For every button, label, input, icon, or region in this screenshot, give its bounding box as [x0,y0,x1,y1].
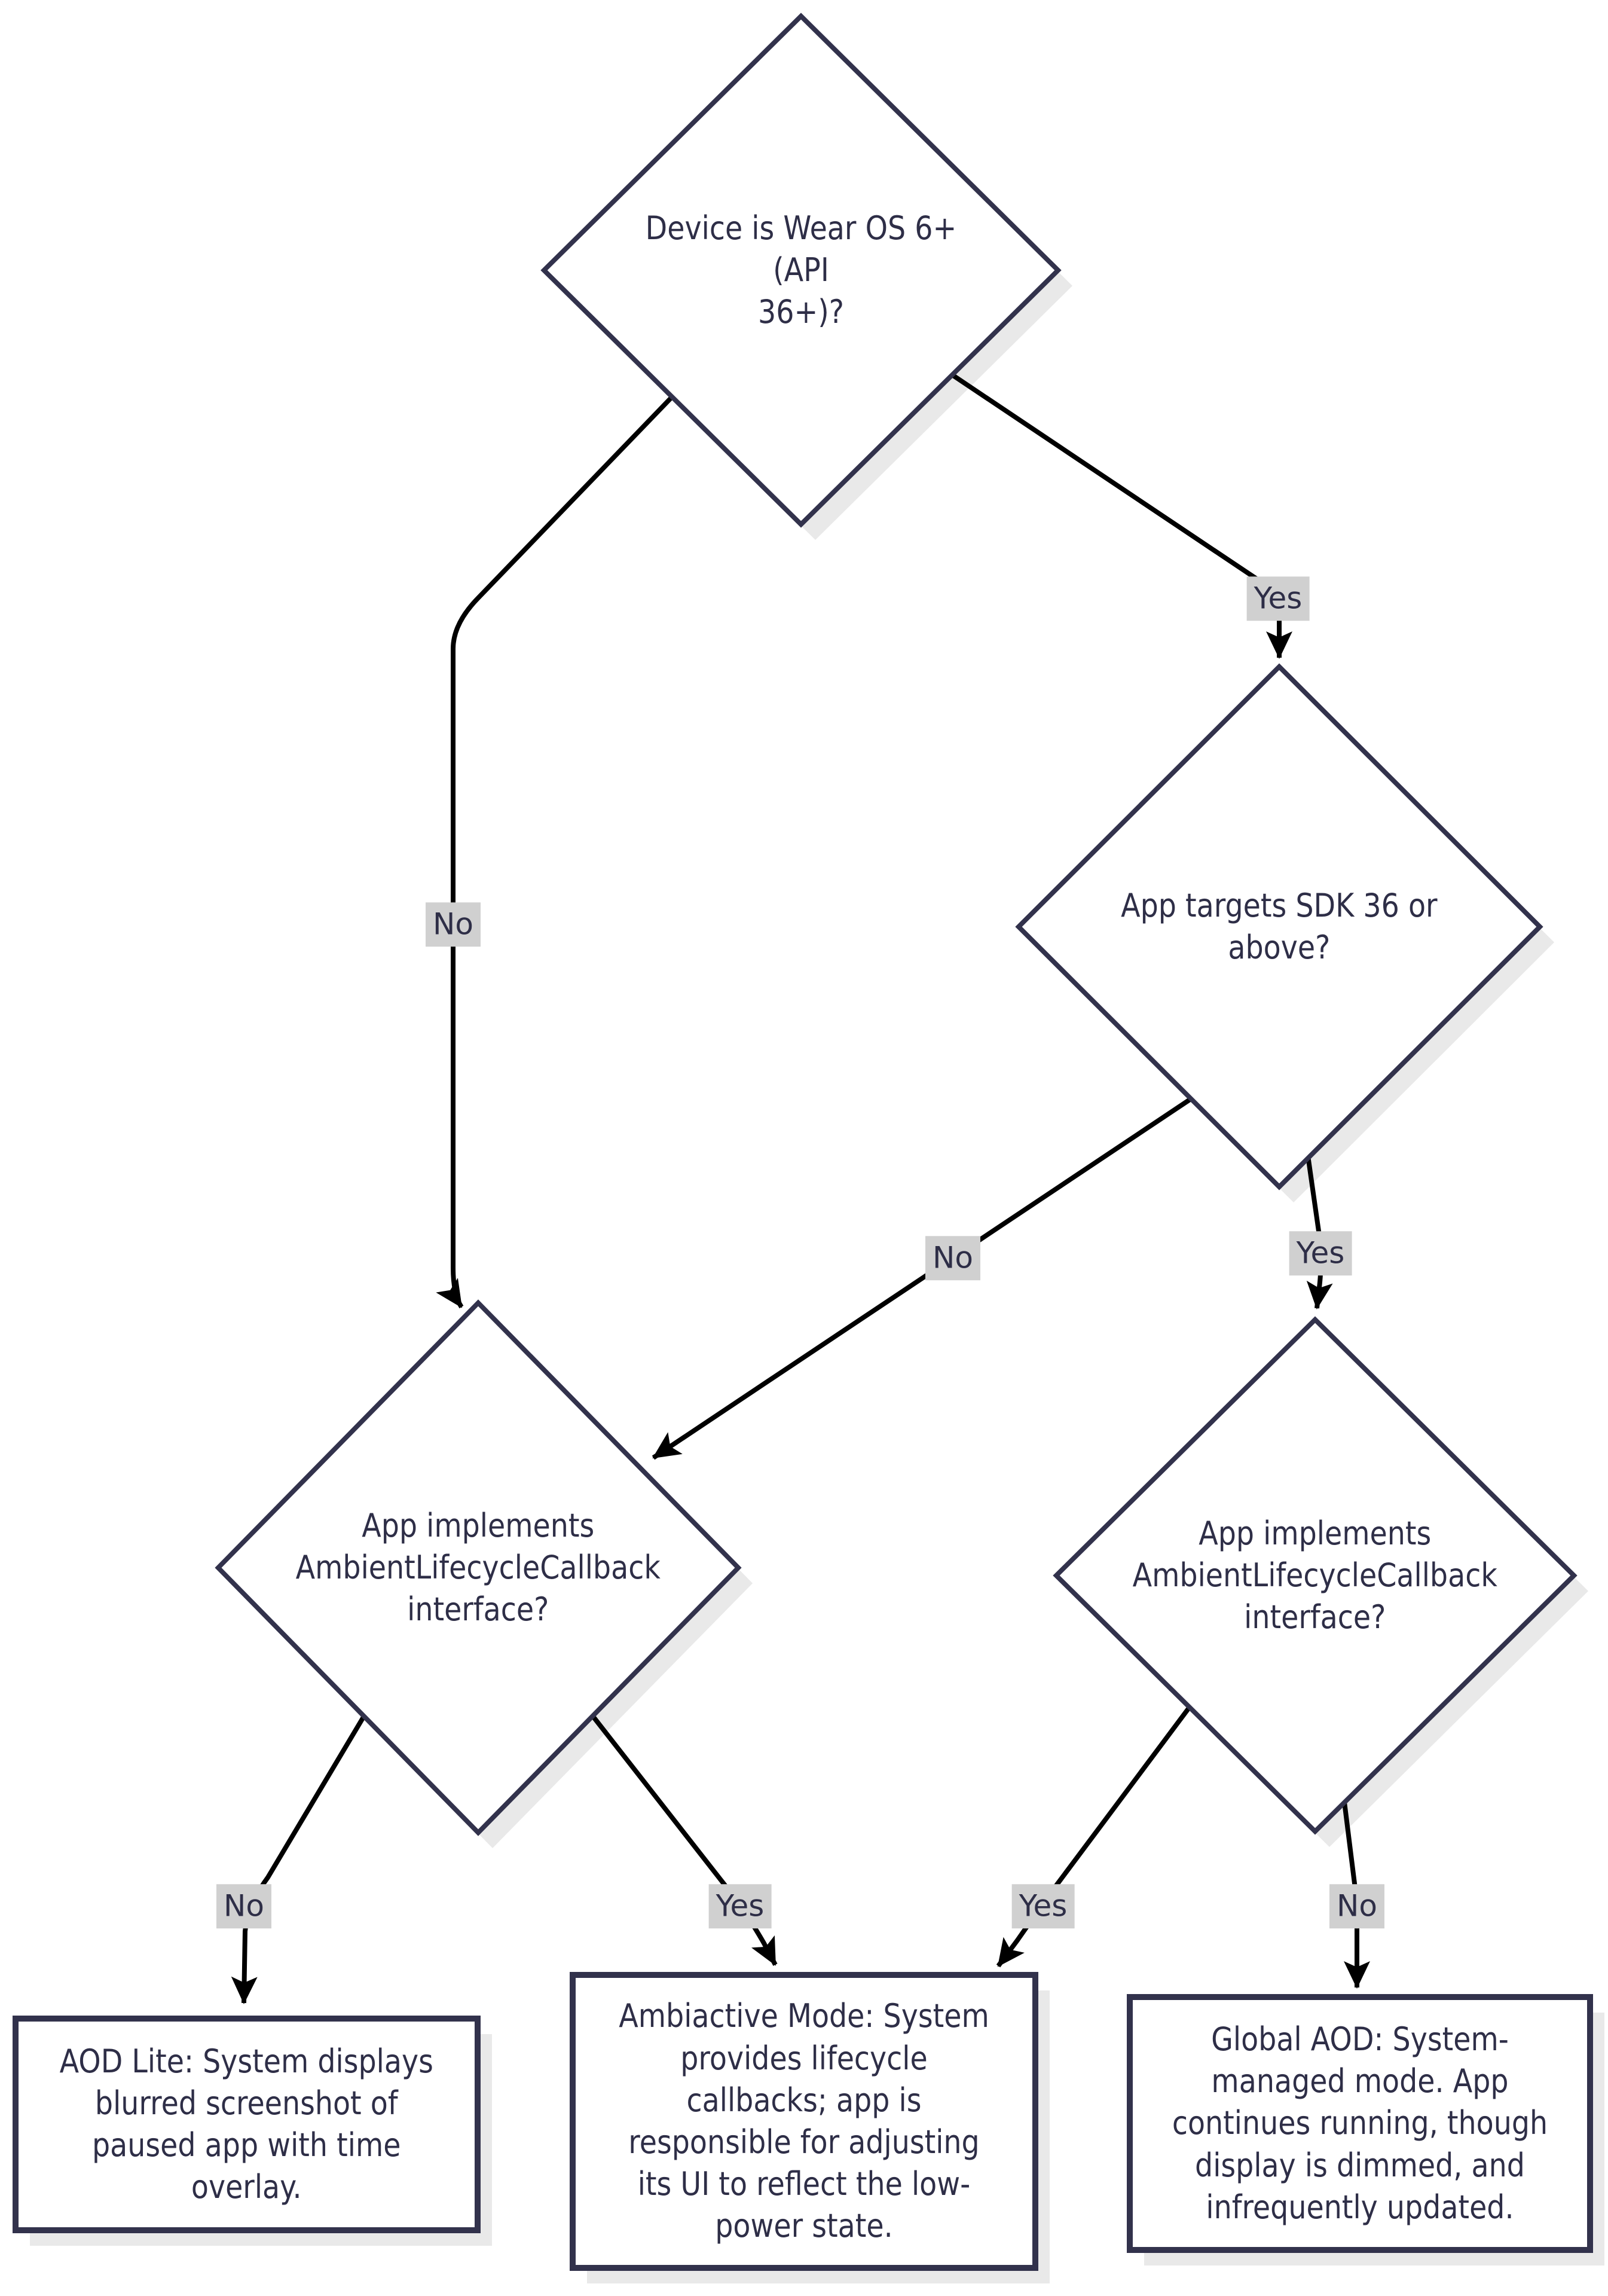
decision-sdk36-text: App targets SDK 36 or above? [1121,886,1438,966]
edge-label-left-no: No [216,1884,271,1928]
result-ambiactive-text: Ambiactive Mode: System provides lifecycle callbacks; app is responsible for adjusting its UI to reflect the low- power state. [619,1997,989,2245]
edge-label-right-no: No [1329,1884,1384,1928]
edge-label-wear-no: No [426,902,481,947]
result-global-aod-text: Global AOD: System- managed mode. App continues running, though display is dimmed, and infrequently updated. [1172,2020,1548,2226]
edge-wear-yes [952,375,1279,658]
result-global-aod-box [1130,1997,1590,2250]
edge-label-sdk-yes: Yes [1289,1231,1352,1275]
decision-ambient-right-text: App implements AmbientLifecycleCallback interface? [1132,1514,1498,1636]
decision-wear-os-text: Device is Wear OS 6+ (API 36+)? [645,209,957,331]
edge-label-sdk-no: No [925,1236,980,1280]
edge-label-left-yes: Yes [709,1884,772,1928]
result-ambiactive-box [573,1975,1035,2268]
decision-sdk36-diamond [1019,667,1540,1187]
decision-ambient-right-diamond [1056,1320,1574,1831]
result-aod-lite-box [16,2019,478,2230]
edge-left-no [244,1716,364,2003]
edge-label-right-yes: Yes [1012,1884,1075,1928]
decision-ambient-left-diamond [218,1303,738,1833]
result-aod-lite-text: AOD Lite: System displays blurred screenshot of paused app with time overlay. [59,2042,434,2206]
edge-label-wear-yes: Yes [1247,576,1310,621]
edge-sdk-no [653,1099,1191,1458]
decision-ambient-left-text: App implements AmbientLifecycleCallback interface? [295,1506,661,1629]
edge-wear-no [453,396,672,1307]
